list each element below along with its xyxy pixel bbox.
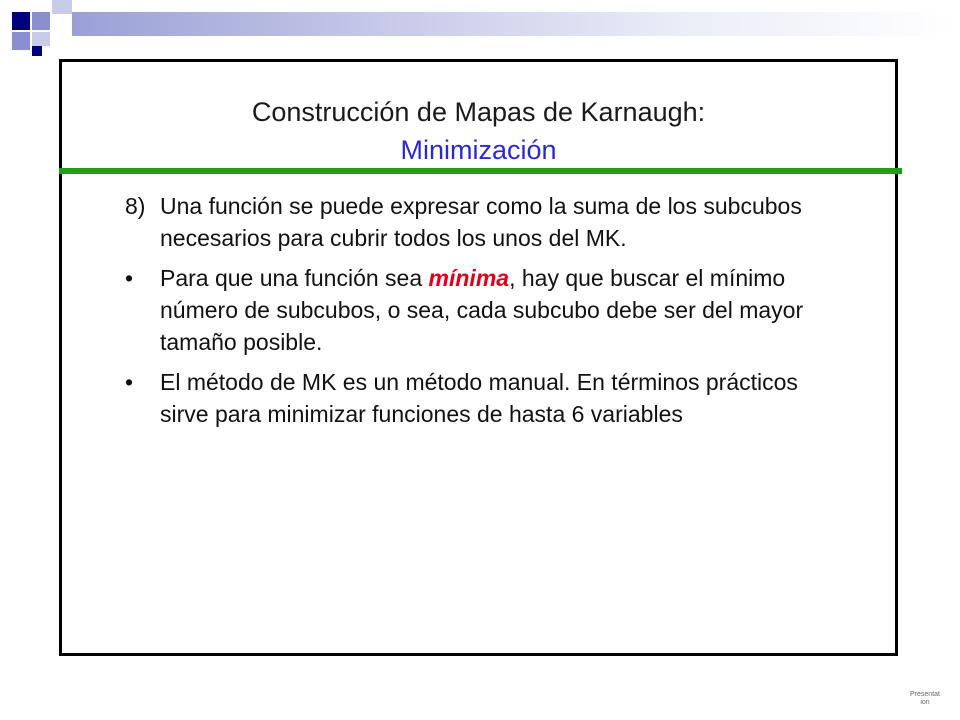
slide-body [125, 190, 840, 438]
emphasis-text: mínima [428, 265, 510, 291]
item-text: Una función se puede expresar como la suma de los subcubos necesarios para cubrir todos los unos del MK. [160, 193, 802, 251]
footer-note: Presentat ion [910, 691, 940, 706]
list-item-bullet [125, 262, 840, 358]
header-gradient-band [72, 12, 960, 36]
bullet-icon: • [125, 369, 134, 395]
corner-square-mid-lower [12, 32, 30, 50]
slide-title: Construcción de Mapas de Karnaugh: [251, 97, 706, 127]
list-item-numbered [125, 190, 840, 254]
corner-square-dark [12, 12, 30, 30]
item-number: 8) [125, 193, 146, 219]
title-divider [59, 168, 902, 174]
item-text: El método de MK es un método manual. En términos prácticos sirve para minimizar funciones de hasta 6 variables [160, 369, 798, 427]
item-text-before: Para que una función sea [160, 265, 429, 291]
corner-square-light-lower [32, 32, 50, 46]
item-text-after: , hay que buscar el mínimo número de subcubos, o sea, cada subcubo debe ser del mayor tamaño posible. [160, 265, 804, 355]
corner-square-mid [32, 12, 50, 30]
bullet-icon: • [125, 265, 134, 291]
corner-square-light [52, 0, 72, 14]
list-item-bullet [125, 366, 840, 430]
slide-subtitle: Minimización [400, 135, 557, 165]
corner-square-dark-lower [32, 46, 42, 56]
